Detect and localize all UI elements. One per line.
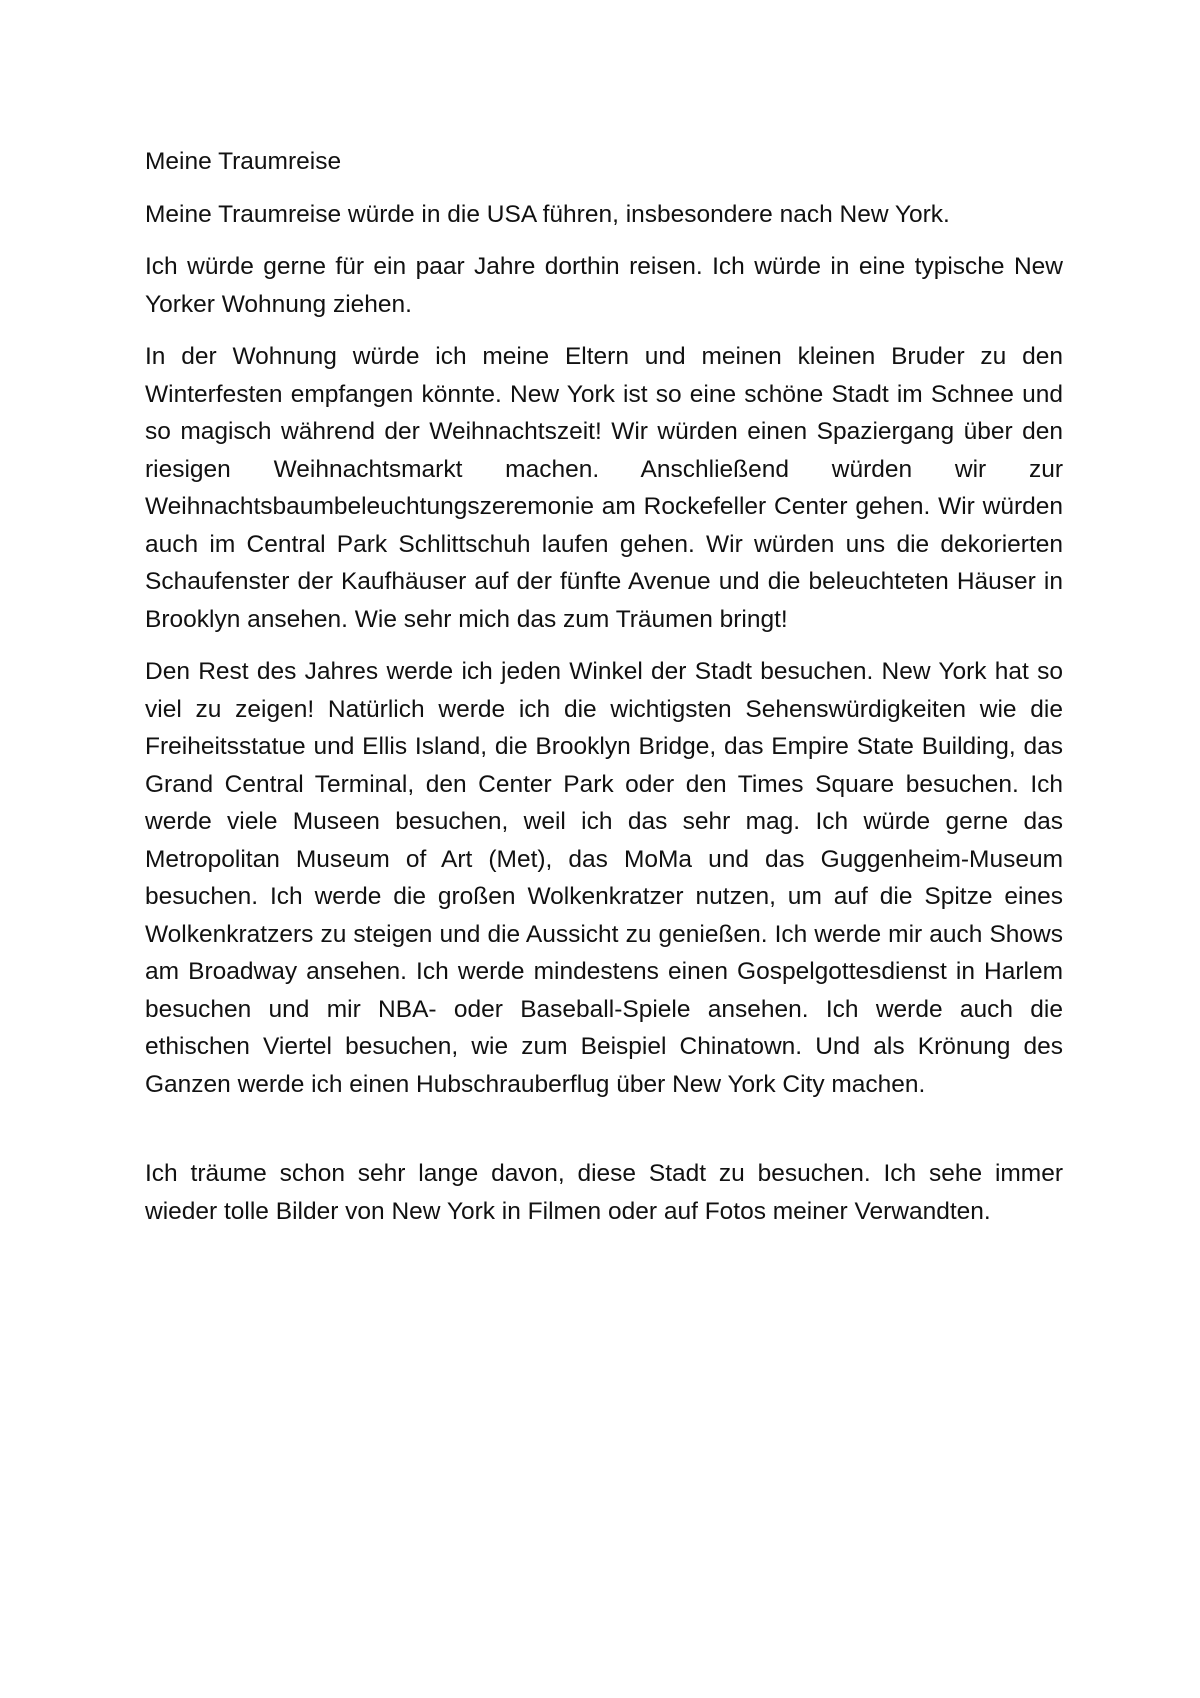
document-title: Meine Traumreise (145, 148, 342, 175)
paragraph-sightseeing: Den Rest des Jahres werde ich jeden Winkel der Stadt besuchen. New York hat so viel zu zeigen! Natürlich werde ich die wichtigsten Sehenswürdigkeiten wie die Freiheitsstatue und Ellis Island, die Brooklyn Bridge, das Empire State Building, das Grand Central Terminal, den Center Park oder den Times Square besuchen. Ich werde viele Museen besuchen, weil ich das sehr mag. Ich würde gerne das Metropolitan Museum of Art (Met), das MoMa und das Guggenheim-Museum besuchen. Ich werde die großen Wolkenkratzer nutzen, um auf die Spitze eines Wolkenkratzers zu steigen und die Aussicht zu genießen. Ich werde mir auch Shows am Broadway ansehen. Ich werde mindestens einen Gospelgottesdienst in Harlem besuchen und mir NBA- oder Baseball-Spiele ansehen. Ich werde auch die ethischen Viertel besuchen, wie zum Beispiel Chinatown. Und als Krönung des Ganzen werde ich einen Hubschrauberflug über New York City machen. (145, 658, 1063, 1098)
paragraph-closing: Ich träume schon sehr lange davon, diese Stadt zu besuchen. Ich sehe immer wieder tolle Bilder von New York in Filmen oder auf Fotos meiner Verwandten. (145, 1160, 1063, 1225)
document-body (145, 143, 1063, 1245)
paragraph-plan: Ich würde gerne für ein paar Jahre dorthin reisen. Ich würde in eine typische New Yorker Wohnung ziehen. (145, 253, 1063, 318)
paragraph-intro: Meine Traumreise würde in die USA führen, insbesondere nach New York. (145, 200, 950, 228)
paragraph-winter: In der Wohnung würde ich meine Eltern und meinen kleinen Bruder zu den Winterfesten empfangen könnte. New York ist so eine schöne Stadt im Schnee und so magisch während der Weihnachtszeit! Wir würden einen Spaziergang über den riesigen Weihnachtsmarkt machen. Anschließend würden wir zur Weihnachtsbaumbeleuchtungszeremonie am Rockefeller Center gehen. Wir würden auch im Central Park Schlittschuh laufen gehen. Wir würden uns die dekorierten Schaufenster der Kaufhäuser auf der fünfte Avenue und die beleuchteten Häuser in Brooklyn ansehen. Wie sehr mich das zum Träumen bringt! (145, 343, 1063, 633)
